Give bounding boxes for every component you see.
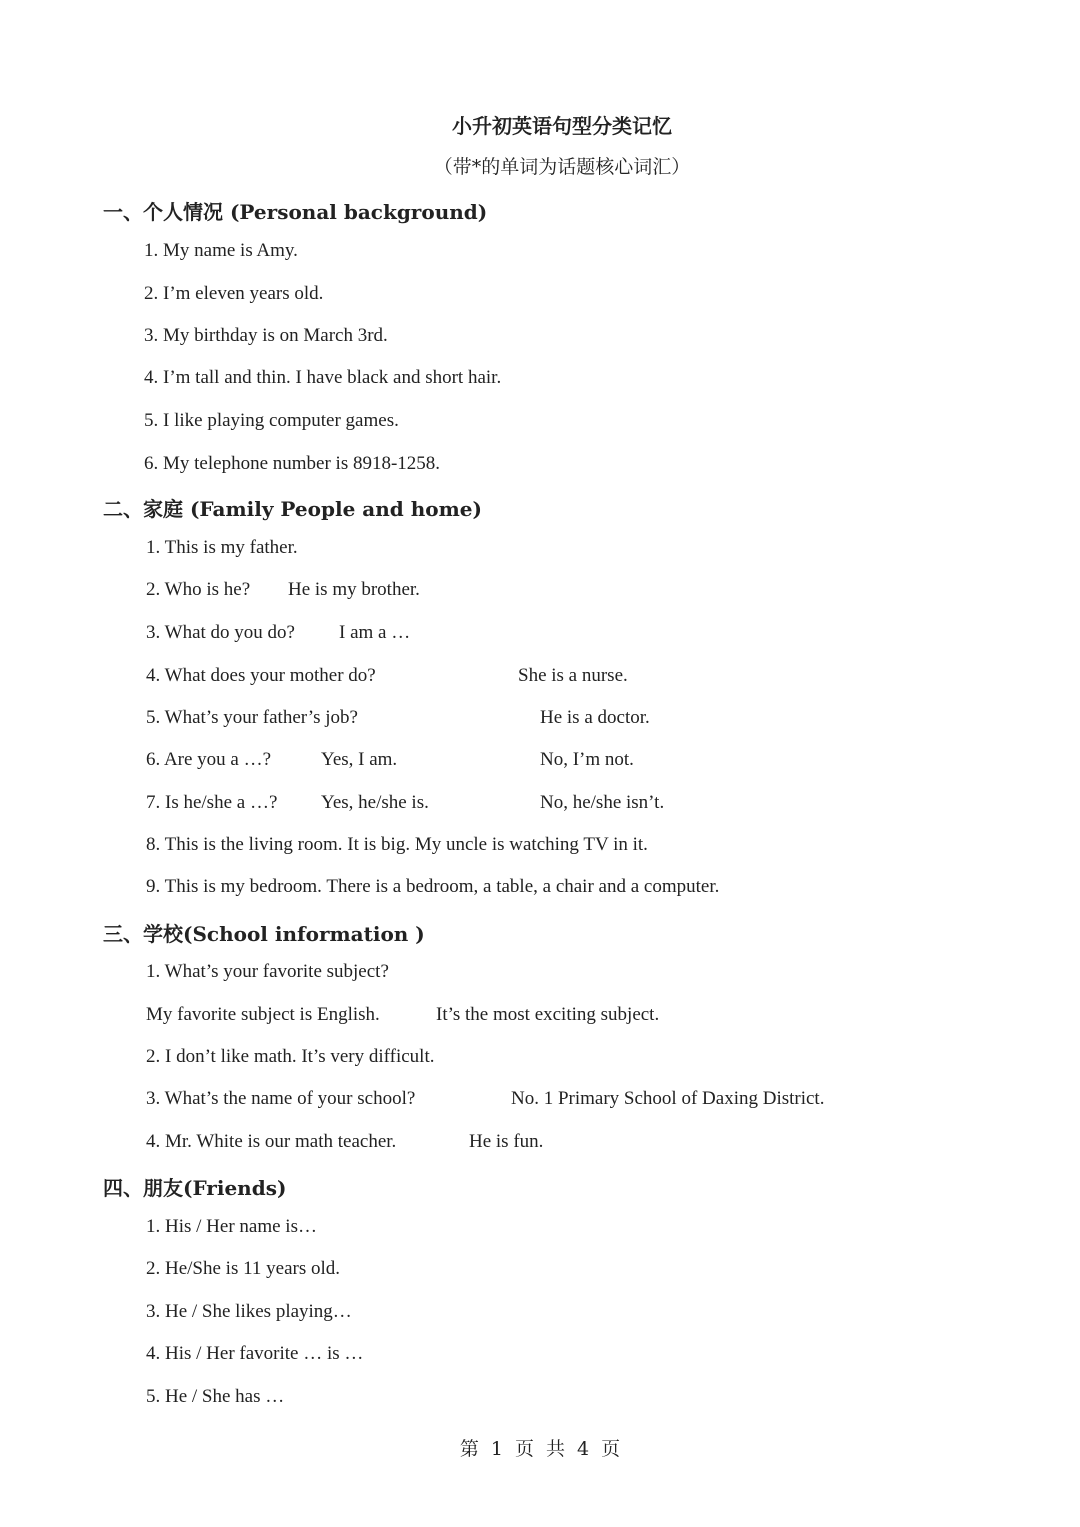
sentence-answer: She is a nurse. [518,665,628,686]
sentence: 8. This is the living room. It is big. My uncle is watching TV in it. [146,834,648,855]
sentence: 5. He / She has … [146,1386,285,1407]
sentence-answer: He is my brother. [288,579,420,600]
sentence-answer-yes: Yes, I am. [321,749,398,770]
sentence: 5. I like playing computer games. [144,410,399,431]
sentence: 3. What’s the name of your school? [146,1088,416,1109]
sentence: 2. Who is he? [146,579,251,600]
sentence-answer-no: No, I’m not. [540,749,634,770]
sentence: 6. My telephone number is 8918-1258. [144,453,441,474]
section-heading-friends: 四、朋友(Friends) [103,1176,287,1200]
sentence-answer: No. 1 Primary School of Daxing District. [511,1088,825,1109]
sentence: 7. Is he/she a …? [146,792,278,813]
sentence: My favorite subject is English. [146,1004,380,1025]
sentence-answer-no: No, he/she isn’t. [540,792,665,813]
sentence: 4. What does your mother do? [146,665,376,686]
sentence: 5. What’s your father’s job? [146,707,358,728]
section-heading-school: 三、学校(School information ) [103,922,425,946]
sentence: 6. Are you a …? [146,749,272,770]
sentence-answer: I am a … [339,622,411,643]
sentence: 4. His / Her favorite … is … [146,1343,364,1364]
sentence: 3. He / She likes playing… [146,1301,352,1322]
document-title: 小升初英语句型分类记忆 [452,114,672,138]
sentence: 4. Mr. White is our math teacher. [146,1131,397,1152]
document-subtitle: （带*的单词为话题核心词汇） [433,156,691,178]
sentence: 1. This is my father. [146,537,298,558]
sentence: 3. What do you do? [146,622,295,643]
sentence: 1. His / Her name is… [146,1216,317,1237]
sentence: 9. This is my bedroom. There is a bedroom, a table, a chair and a computer. [146,876,720,897]
sentence-part2: He is fun. [469,1131,544,1152]
sentence: 1. My name is Amy. [144,240,298,261]
page-number-footer: 第 1 页 共 4 页 [459,1438,621,1460]
sentence: 4. I’m tall and thin. I have black and short hair. [144,367,502,388]
sentence: 1. What’s your favorite subject? [146,961,389,982]
sentence-answer: He is a doctor. [540,707,650,728]
sentence: 2. I don’t like math. It’s very difficult. [146,1046,435,1067]
section-heading-family: 二、家庭 (Family People and home) [103,497,482,521]
section-heading-personal: 一、个人情况 (Personal background) [103,200,488,224]
sentence: 2. I’m eleven years old. [144,283,324,304]
sentence: 3. My birthday is on March 3rd. [144,325,388,346]
sentence-part2: It’s the most exciting subject. [436,1004,660,1025]
sentence: 2. He/She is 11 years old. [146,1258,341,1279]
sentence-answer-yes: Yes, he/she is. [321,792,429,813]
